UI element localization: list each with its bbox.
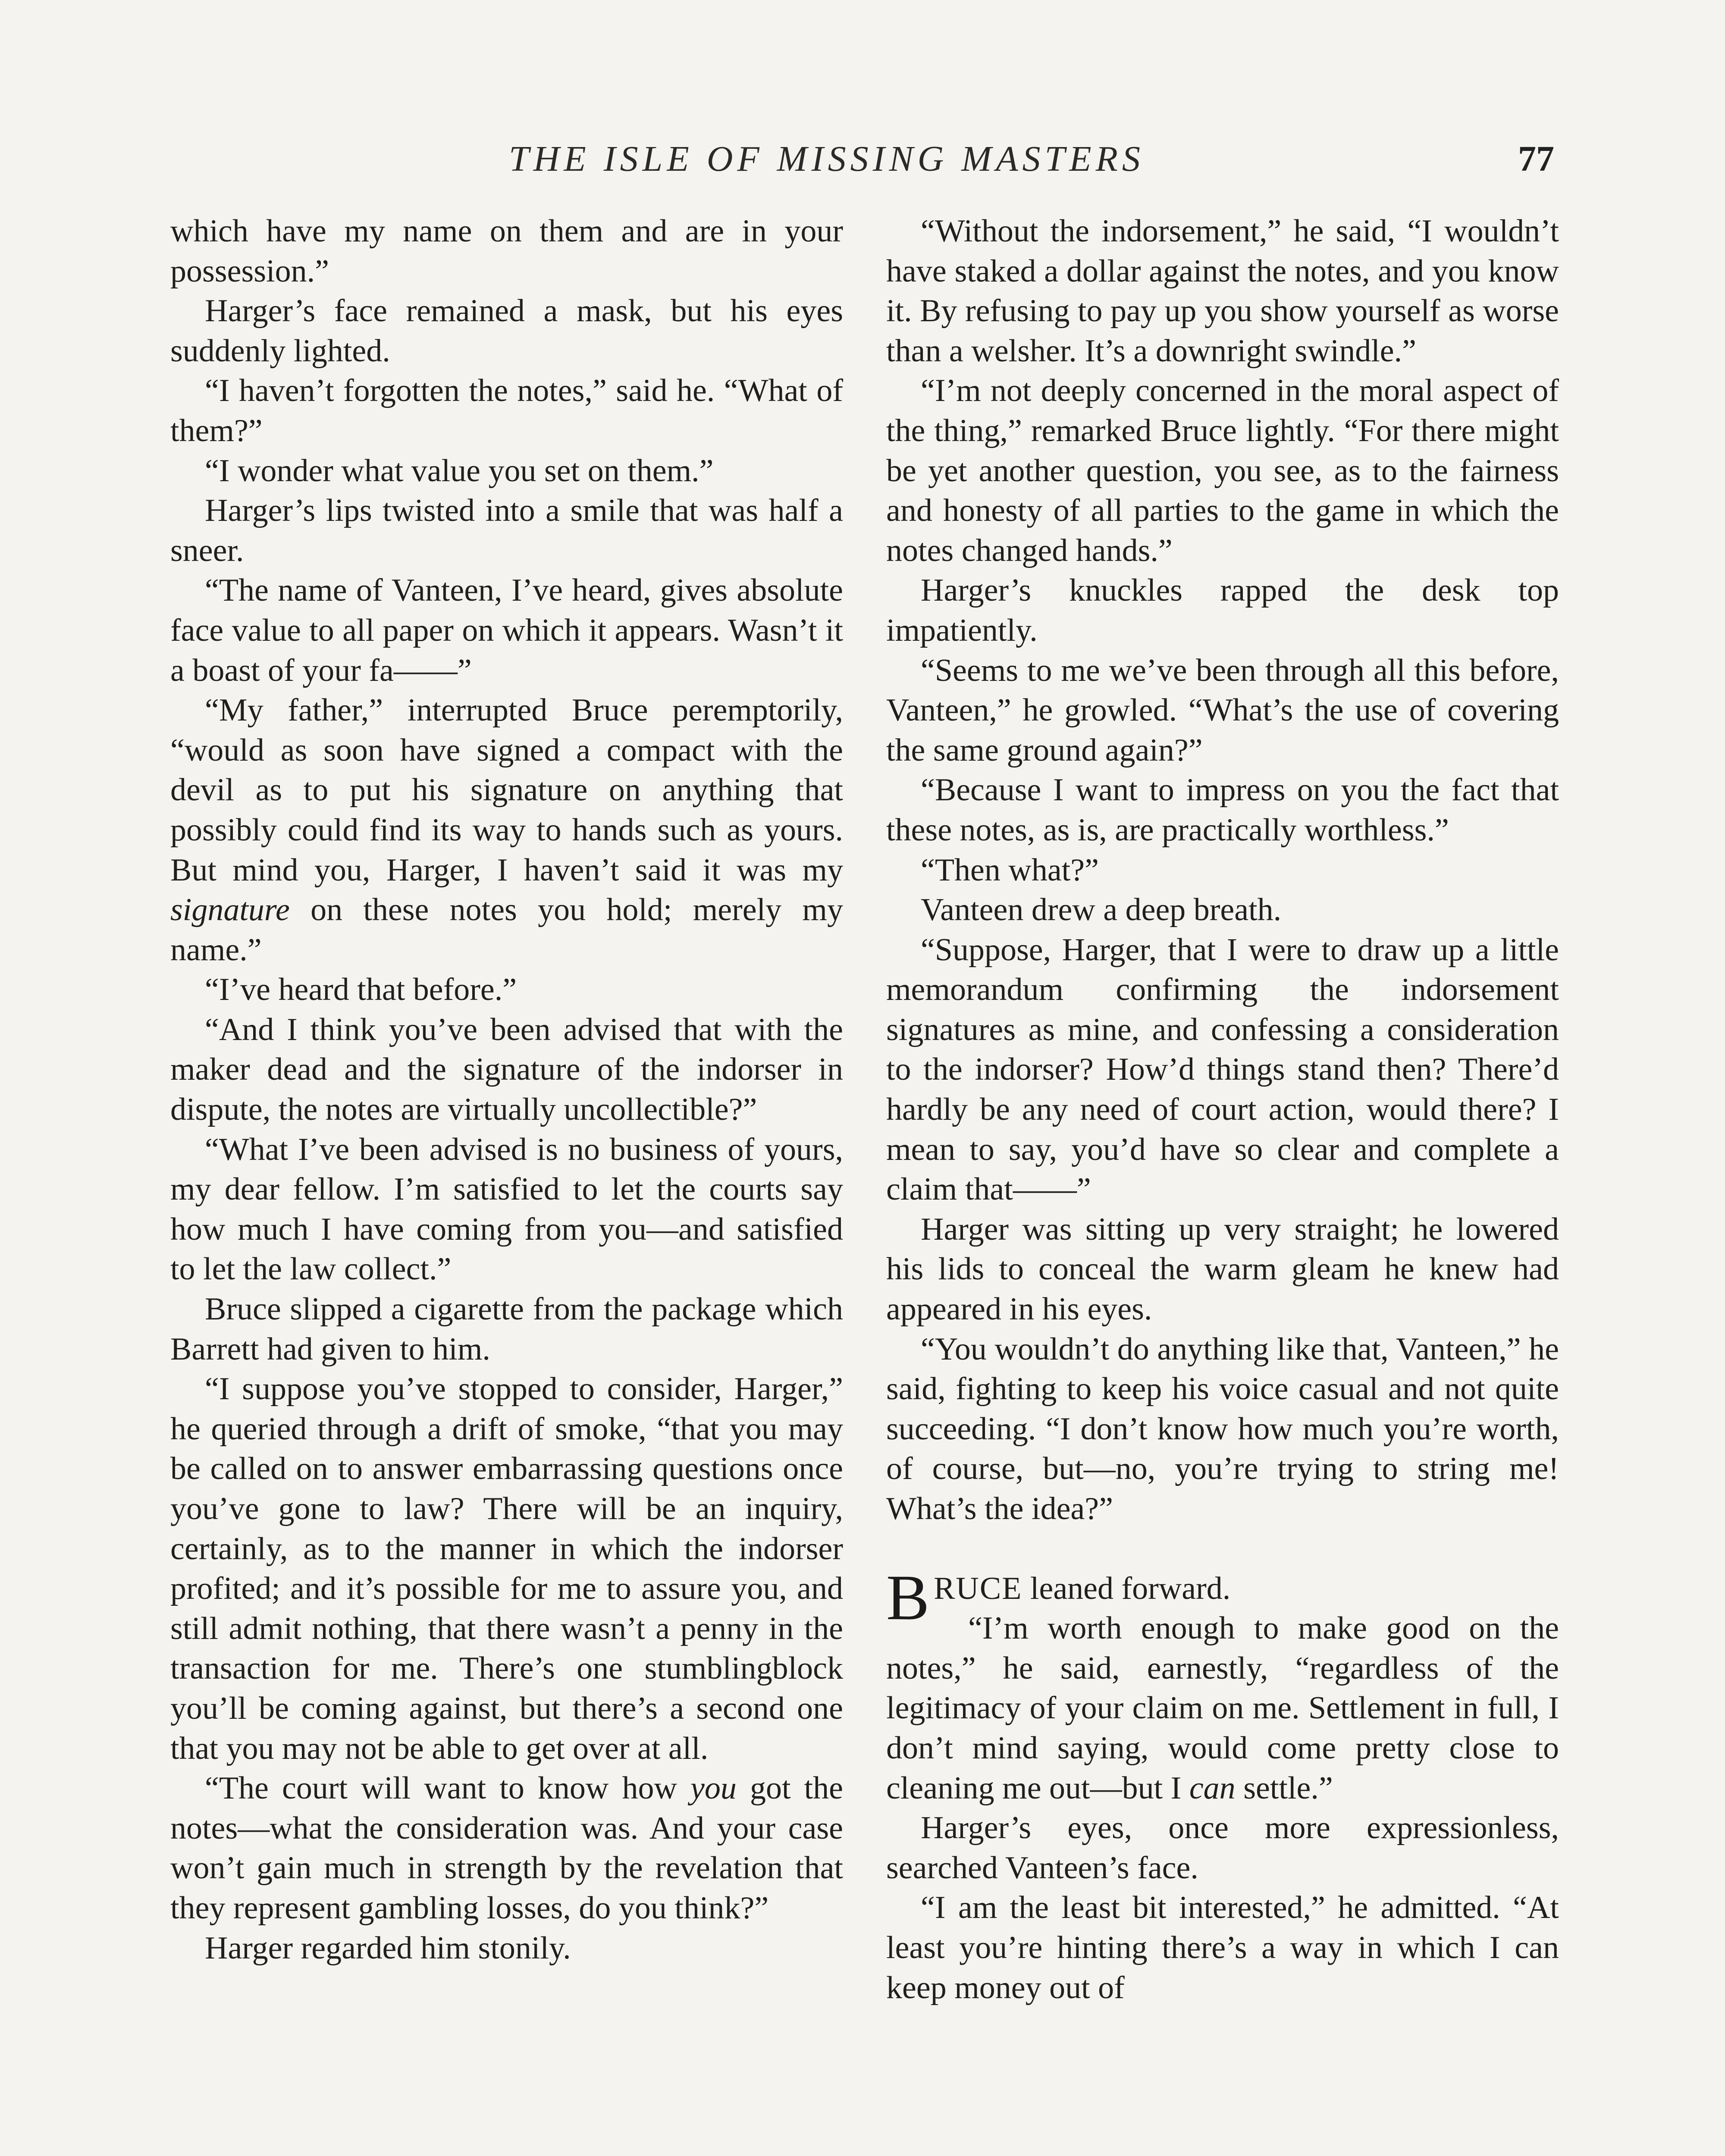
paragraph: which have my name on them and are in your possession.” [170, 213, 843, 289]
text-run: leaned forward. [1022, 1570, 1231, 1606]
right-column [886, 211, 1559, 2008]
section-opening-paragraph [886, 1561, 1559, 1633]
paragraph: Harger was sitting up very straight; he lowered his lids to conceal the warm gleam he knew had appeared in his eyes. [886, 1211, 1559, 1327]
paragraph: “I haven’t forgotten the notes,” said he. “What of them?” [170, 373, 843, 448]
paragraph [886, 1608, 1559, 1808]
paragraph: “I wonder what value you set on them.” [205, 453, 714, 489]
paragraph: “The name of Vanteen, I’ve heard, gives absolute face value to all paper on which it appears. Wasn’t it a boast of your fa——” [170, 573, 843, 688]
text-run: “I’m worth enough to make good on the notes,” he said, earnestly, “regardless of the legitimacy of your claim on me. Settlement in full, I don’t mind saying, would come pretty close to cleaning me out—but I [886, 1611, 1559, 1806]
paragraph: “Then what?” [921, 852, 1099, 888]
paragraph: Harger’s face remained a mask, but his eyes suddenly lighted. [170, 293, 843, 369]
paragraph: “I am the least bit interested,” he admitted. “At least you’re hinting there’s a way in which I can keep money out of [886, 1890, 1559, 2006]
running-title: THE ISLE OF MISSING MASTERS [509, 139, 1145, 179]
small-caps-word: RUCE [934, 1570, 1022, 1606]
page-number: 77 [1518, 139, 1554, 179]
paragraph: Harger’s knuckles rapped the desk top impatiently. [886, 573, 1559, 648]
paragraph: “Suppose, Harger, that I were to draw up a little memorandum confirming the indorsement signatures as mine, and confessing a consideration to the indorser? How’d things stand then? There’d hardly be any need of court action, would there? I mean to say, you’d have so clear and complete a claim that——” [886, 932, 1559, 1207]
left-column [170, 211, 843, 1968]
paragraph: “What I’ve been advised is no business of yours, my dear fellow. I’m satisfied to let the courts say how much I have coming from you—and satisfied to let the law collect.” [170, 1131, 843, 1287]
paragraph: “You wouldn’t do anything like that, Vanteen,” he said, fighting to keep his voice casual and not quite succeeding. “I don’t know how much you’re worth, of course, but—no, you’re trying to string me! What’s the idea?” [886, 1331, 1559, 1526]
text-run: “My father,” interrupted Bruce peremptorily, “would as soon have signed a compact with the devil as to put his signature on anything that possibly could find its way to hands such as yours. But mind you, Harger, I haven’t said it was my [170, 693, 843, 888]
emphasis: signature [170, 892, 290, 928]
text-run: got the notes—what the consideration was. And your case won’t gain much in strength by the revelation that they represent gambling losses, do you think?” [170, 1771, 844, 1926]
paragraph: “I’m not deeply concerned in the moral aspect of the thing,” remarked Bruce lightly. “For there might be yet another question, you see, as to the fairness and honesty of all parties to the game in which the notes changed hands.” [886, 373, 1559, 568]
paragraph: Harger regarded him stonily. [205, 1930, 571, 1966]
emphasis: you [690, 1771, 737, 1806]
paragraph: Harger’s eyes, once more expressionless, searched Vanteen’s face. [886, 1810, 1559, 1886]
paragraph [170, 690, 843, 970]
paragraph [170, 1768, 843, 1928]
paragraph: “Without the indorsement,” he said, “I wouldn’t have staked a dollar against the notes, and you know it. By refusing to pay up you show yourself as worse than a welsher. It’s a downright swindle.” [886, 213, 1559, 369]
running-header [0, 129, 1725, 190]
text-run: settle.” [1235, 1770, 1333, 1806]
paragraph: “I suppose you’ve stopped to consider, Harger,” he queried through a drift of smoke, “that you may be called on to answer embarrassing questions once you’ve gone to law? There will be an inquiry, certainly, as to the manner in which the indorser profited; and it’s possible for me to assure you, and still admit nothing, that there wasn’t a penny in the transaction for me. There’s one stumblingblock you’ll be coming against, but there’s a second one that you may not be able to get over at all. [170, 1371, 843, 1766]
paragraph: “And I think you’ve been advised that with the maker dead and the signature of the indorser in dispute, the notes are virtually uncollectible?” [170, 1012, 843, 1128]
emphasis: can [1189, 1770, 1236, 1806]
paragraph: Vanteen drew a deep breath. [921, 892, 1282, 928]
drop-cap: B [886, 1561, 930, 1633]
paragraph: Harger’s lips twisted into a smile that was half a sneer. [170, 493, 843, 568]
paragraph: “Because I want to impress on you the fact that these notes, as is, are practically worthless.” [886, 772, 1559, 848]
paragraph: “I’ve heard that before.” [205, 972, 517, 1008]
paragraph: Bruce slipped a cigarette from the package which Barrett had given to him. [170, 1291, 843, 1367]
text-run: “The court will want to know how [205, 1771, 690, 1806]
paragraph: “Seems to me we’ve been through all this before, Vanteen,” he growled. “What’s the use of covering the same ground again?” [886, 652, 1559, 768]
text-run: on these notes you hold; merely my name.” [170, 892, 843, 968]
